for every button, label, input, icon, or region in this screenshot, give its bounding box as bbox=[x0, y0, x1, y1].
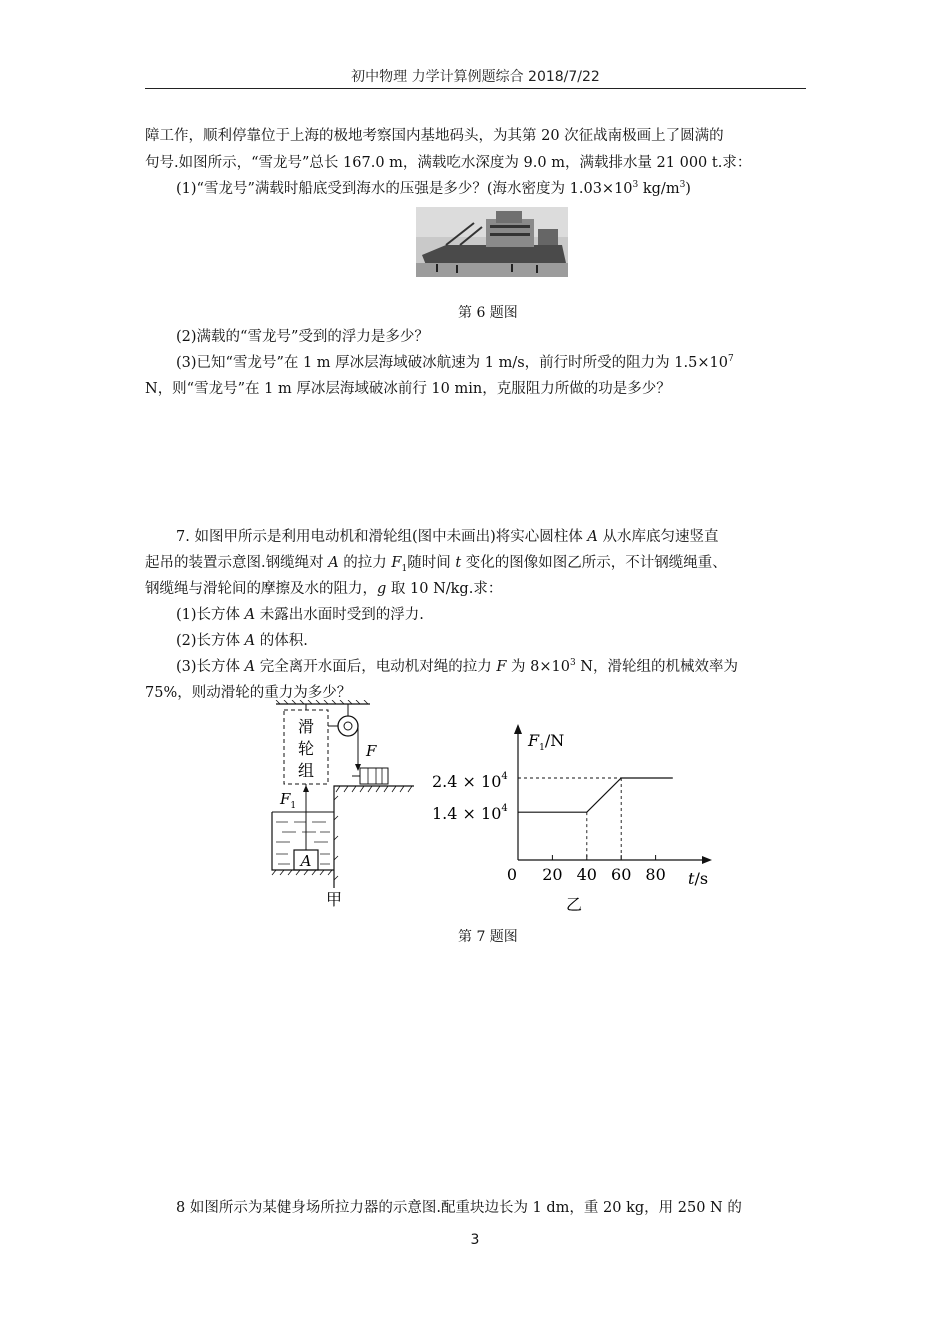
q7-figure-yi bbox=[430, 722, 720, 917]
y-axis-arrow bbox=[514, 724, 522, 734]
q6-part-3-cont: N，则“雪龙号”在 1 m 厚冰层海域破冰前行 10 min，克服阻力所做的功是多少？ bbox=[145, 381, 671, 397]
q7-figure-jia bbox=[268, 700, 418, 910]
force-label-f: F bbox=[366, 742, 377, 760]
fixed-pulley bbox=[338, 716, 358, 736]
origin-label: 0 bbox=[506, 865, 518, 884]
pulley-block-label-3: 组 bbox=[297, 761, 315, 780]
data-series-line bbox=[518, 778, 673, 812]
q6-line-2: 句号.如图所示，“雪龙号”总长 167.0 m，满载吃水深度为 9.0 m，满载排水量 21 000 t.求： bbox=[145, 155, 752, 171]
y-tick-high: $2.4 \times 10^4$ bbox=[432, 771, 508, 791]
q8-line-1: 8 如图所示为某健身场所拉力器的示意图.配重块边长为 1 dm，重 20 kg，用 250 N 的 bbox=[176, 1200, 742, 1216]
force-label-f1: $F_1$ bbox=[280, 790, 297, 811]
ship-photo bbox=[416, 207, 568, 277]
page-number: 3 bbox=[470, 1232, 480, 1248]
header-rule bbox=[145, 88, 806, 89]
x-tick-label: 60 bbox=[611, 865, 632, 884]
q7-figure-caption: 第 7 题图 bbox=[458, 929, 518, 945]
page-header: 初中物理 力学计算例题综合 2018/7/22 bbox=[351, 69, 600, 85]
q6-part-1: (1)“雪龙号”满载时船底受到海水的压强是多少？(海水密度为 $1.03\times 10^3$ $kg/m^3$) bbox=[176, 180, 691, 197]
x-axis-arrow bbox=[702, 856, 712, 864]
q7-part-1: (1)长方体 A 未露出水面时受到的浮力. bbox=[176, 607, 424, 623]
q6-line-1: 障工作，顺利停靠位于上海的极地考察国内基地码头，为其第 20 次征战南极画上了圆满的 bbox=[145, 128, 724, 144]
x-tick-label: 40 bbox=[576, 865, 597, 884]
force-time-chart bbox=[430, 722, 720, 917]
q7-part-2: (2)长方体 A 的体积. bbox=[176, 633, 308, 649]
pulley-block-label-2: 轮 bbox=[297, 739, 315, 758]
y-axis-label: $F_1/N$ bbox=[528, 731, 565, 753]
q6-part-3: (3)已知“雪龙号”在 1 m 厚冰层海域破冰航速为 1 m/s，前行时所受的阻力为 $1.5\times 10^7$ bbox=[176, 354, 734, 371]
cylinder-label: A bbox=[300, 852, 312, 870]
q7-line-3: 钢缆绳与滑轮间的摩擦及水的阻力，g 取 10 N/kg.求： bbox=[145, 581, 503, 597]
q7-part-3-cont: 75%，则动滑轮的重力为多少？ bbox=[145, 685, 352, 701]
figure-jia-caption: 甲 bbox=[325, 890, 343, 909]
q7-line-1: 7. 如图甲所示是利用电动机和滑轮组(图中未画出)将实心圆柱体 A 从水库底匀速竖直 bbox=[176, 529, 719, 545]
y-tick-low: $1.4 \times 10^4$ bbox=[432, 803, 508, 823]
x-axis-label: t/s bbox=[688, 869, 709, 888]
q6-figure-caption: 第 6 题图 bbox=[458, 305, 518, 321]
q7-line-2: 起吊的装置示意图.钢缆绳对 A 的拉力 $F_1$随时间 t 变化的图像如图乙所示，不计钢缆绳重、 bbox=[145, 555, 727, 574]
motor bbox=[360, 768, 388, 784]
q7-part-3: (3)长方体 A 完全离开水面后，电动机对绳的拉力 F 为 $8\times 10^3$ N，滑轮组的机械效率为 bbox=[176, 658, 738, 675]
pulley-block-label-1: 滑 bbox=[297, 717, 315, 736]
q6-part-2: (2)满载的“雪龙号”受到的浮力是多少？ bbox=[176, 329, 429, 345]
figure-yi-caption: 乙 bbox=[565, 895, 583, 914]
x-tick-label: 20 bbox=[542, 865, 563, 884]
x-tick-label: 80 bbox=[645, 865, 666, 884]
